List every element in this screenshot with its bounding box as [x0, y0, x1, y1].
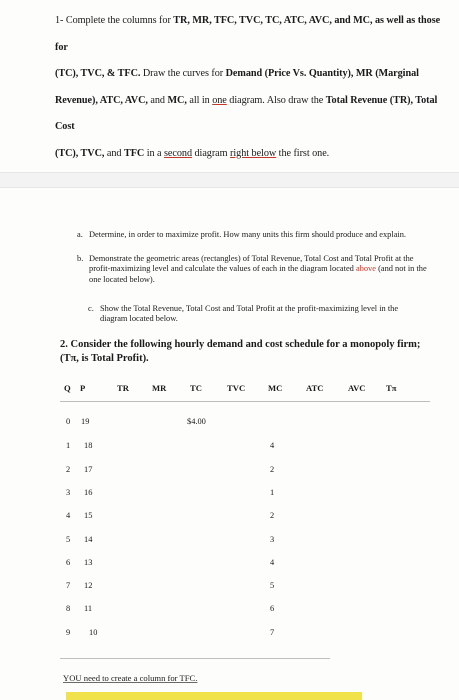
- cell-mc-5: 3: [270, 535, 275, 544]
- cell-mc-7: 5: [270, 581, 275, 590]
- instructions-line-4: (TC), TVC, and TFC in a second diagram right below the first one.: [55, 147, 330, 159]
- cell-p-9: 10: [89, 628, 98, 637]
- cell-p-2: 17: [84, 465, 93, 474]
- cell-p-5: 14: [84, 535, 93, 544]
- cell-q-2: 2: [66, 465, 71, 474]
- cell-p-7: 12: [84, 581, 93, 590]
- instructions-line-3: Revenue), ATC, AVC, and MC, all in one diagram. Also draw the Total Revenue (TR), Total Cost: [55, 94, 438, 132]
- cell-q-8: 8: [66, 604, 71, 613]
- col-header-mr: MR: [152, 383, 167, 393]
- cell-p-8: 11: [84, 604, 93, 613]
- cell-p-3: 16: [84, 488, 93, 497]
- cell-q-5: 5: [66, 535, 71, 544]
- col-header-q: Q: [64, 383, 71, 393]
- col-header-p: P: [80, 383, 86, 393]
- question-2-heading: 2. Consider the following hourly demand and cost schedule for a monopoly firm; (Tπ, is Total Profit).: [60, 339, 421, 364]
- col-header-tvc: TVC: [227, 383, 246, 393]
- cell-tc-0: $4.00: [187, 417, 206, 426]
- cell-p-4: 15: [84, 511, 93, 520]
- col-header-tc: TC: [190, 383, 202, 393]
- cell-q-9: 9: [66, 628, 71, 637]
- cell-mc-9: 7: [270, 628, 275, 637]
- cell-p-0: 19: [81, 417, 90, 426]
- col-header-total-profit: Tπ: [386, 383, 397, 393]
- table-header-rule: [60, 401, 430, 402]
- sub-item-b: b. Demonstrate the geometric areas (rectangles) of Total Revenue, Total Cost and Total Profit at the profit-maximizing level and calculate the values of each in the diagram located above (and not in the one located below).: [77, 254, 427, 284]
- instructions-line-1: 1- Complete the columns for TR, MR, TFC, TVC, TC, ATC, AVC, and MC, as well as those for: [55, 15, 441, 53]
- col-header-mc: MC: [268, 383, 283, 393]
- cell-q-6: 6: [66, 558, 71, 567]
- instructions-block: [55, 8, 450, 167]
- table-bottom-rule: [60, 658, 330, 659]
- instructions-line-2: (TC), TVC, & TFC. Draw the curves for Demand (Price Vs. Quantity), MR (Marginal: [55, 68, 419, 79]
- col-header-tr: TR: [117, 383, 129, 393]
- cell-p-6: 13: [84, 558, 93, 567]
- cell-q-4: 4: [66, 511, 71, 520]
- cell-mc-3: 1: [270, 488, 275, 497]
- cell-mc-6: 4: [270, 558, 275, 567]
- sub-item-c: c. Show the Total Revenue, Total Cost and Total Profit at the profit-maximizing level in the diagram located below.: [88, 304, 399, 324]
- cell-q-7: 7: [66, 581, 71, 590]
- page-break-divider: [0, 172, 459, 188]
- cell-q-1: 1: [66, 441, 71, 450]
- cell-q-0: 0: [66, 417, 71, 426]
- cell-mc-2: 2: [270, 465, 275, 474]
- col-header-avc: AVC: [348, 383, 366, 393]
- cell-p-1: 18: [84, 441, 93, 450]
- sub-item-a: a. Determine, in order to maximize profit. How many units this firm should produce and explain.: [77, 230, 407, 239]
- cell-mc-4: 2: [270, 511, 275, 520]
- cell-mc-1: 4: [270, 441, 275, 450]
- cell-q-3: 3: [66, 488, 71, 497]
- tfc-column-note: YOU need to create a column for TFC.: [63, 673, 198, 683]
- cell-mc-8: 6: [270, 604, 275, 613]
- highlight-strip: [66, 692, 362, 700]
- col-header-atc: ATC: [306, 383, 324, 393]
